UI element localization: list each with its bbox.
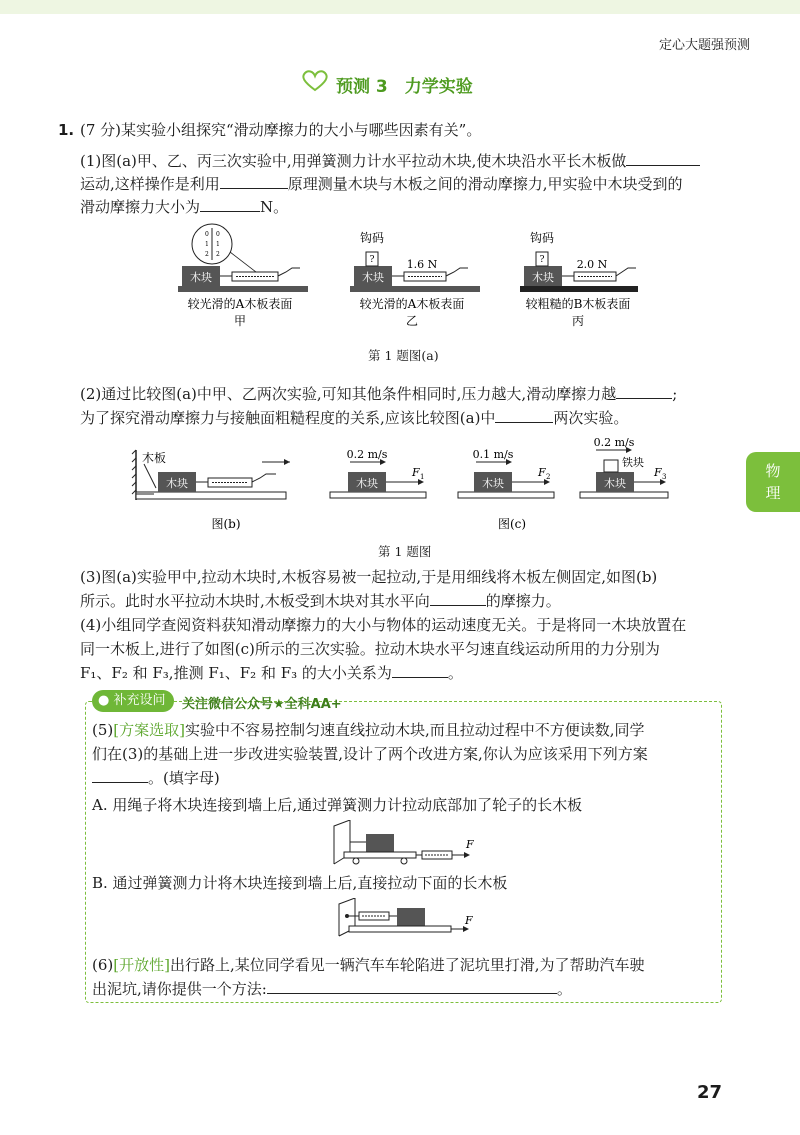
blank-friction-value[interactable] bbox=[200, 196, 260, 212]
svg-text:?: ? bbox=[369, 255, 375, 265]
svg-text:丙: 丙 bbox=[571, 314, 585, 328]
svg-text:F: F bbox=[654, 466, 662, 479]
page-number: 27 bbox=[696, 1082, 722, 1103]
svg-text:0.2 m/s: 0.2 m/s bbox=[346, 448, 388, 461]
blank-principle[interactable] bbox=[220, 173, 288, 189]
svg-text:F: F bbox=[538, 466, 546, 479]
svg-text:木块: 木块 bbox=[190, 271, 212, 284]
setup-b bbox=[132, 450, 290, 500]
p4-line3: F₁、F₂ 和 F₃,推测 F₁、F₂ 和 F₃ 的大小关系为 。 bbox=[80, 664, 463, 682]
setup-jia bbox=[178, 224, 308, 292]
top-band bbox=[0, 0, 800, 14]
setup-c2 bbox=[458, 448, 554, 498]
p3-line2: 所示。此时水平拉动木块时,木板受到木块对其水平向 的摩擦力。 bbox=[80, 592, 561, 610]
svg-text:2: 2 bbox=[546, 473, 551, 481]
heart-icon bbox=[300, 69, 330, 93]
option-b: B. 通过弹簧测力计将木块连接到墙上后,直接拉动下面的长木板 bbox=[92, 874, 508, 892]
p2-line1: (2)通过比较图(a)中甲、乙两次实验,可知其他条件相同时,压力越大,滑动摩擦力越 ; bbox=[80, 385, 678, 403]
p5-line1: (5)[方案选取]实验中不容易控制匀速直线拉动木块,而且拉动过程中不方便读数,同学 bbox=[92, 721, 645, 739]
svg-text:乙: 乙 bbox=[405, 314, 419, 328]
blank-compare[interactable] bbox=[495, 407, 553, 423]
section-title: 预测 3 力学实验 bbox=[336, 77, 473, 97]
p1-line2: 运动,这样操作是利用 原理测量木块与木板之间的滑动摩擦力,甲实验中木块受到的 bbox=[80, 175, 683, 193]
svg-text:铁块: 铁块 bbox=[622, 456, 644, 469]
svg-text:F: F bbox=[465, 914, 473, 927]
svg-text:较粗糙的B木板表面: 较粗糙的B木板表面 bbox=[525, 297, 631, 311]
svg-text:木板: 木板 bbox=[142, 451, 167, 465]
p1-line3: 滑动摩擦力大小为 N。 bbox=[80, 198, 289, 216]
svg-text:0.2 m/s: 0.2 m/s bbox=[593, 436, 635, 449]
svg-text:木块: 木块 bbox=[482, 477, 504, 490]
question-number: 1. bbox=[58, 121, 75, 139]
svg-text:2: 2 bbox=[205, 251, 209, 258]
watermark: 关注微信公众号★全科AA+ bbox=[182, 697, 342, 712]
svg-text:较光滑的A木板表面: 较光滑的A木板表面 bbox=[359, 297, 465, 311]
figure-bc-caption: 第 1 题图 bbox=[378, 544, 432, 559]
figure-a bbox=[160, 222, 640, 332]
svg-text:1: 1 bbox=[205, 241, 209, 248]
svg-text:钩码: 钩码 bbox=[529, 231, 555, 245]
svg-text:较光滑的A木板表面: 较光滑的A木板表面 bbox=[187, 297, 293, 311]
p6-line2: 出泥坑,请你提供一个方法: 。 bbox=[92, 980, 572, 998]
svg-text:3: 3 bbox=[662, 473, 667, 481]
blank-larger[interactable] bbox=[616, 383, 672, 399]
svg-text:木块: 木块 bbox=[532, 271, 554, 284]
p2-line2: 为了探究滑动摩擦力与接触面粗糙程度的关系,应该比较图(a)中 两次实验。 bbox=[80, 409, 629, 427]
subject-tab[interactable]: 物 理 bbox=[746, 452, 800, 512]
figure-bc bbox=[130, 432, 670, 542]
p3-line1: (3)图(a)实验甲中,拉动木块时,木板容易被一起拉动,于是用细线将木板左侧固定,如图(b) bbox=[80, 568, 658, 586]
svg-text:0: 0 bbox=[216, 231, 220, 238]
svg-text:?: ? bbox=[539, 255, 545, 265]
option-a: A. 用绳子将木块连接到墙上后,通过弹簧测力计拉动底部加了轮子的长木板 bbox=[92, 796, 583, 814]
svg-text:F: F bbox=[412, 466, 420, 479]
svg-text:2: 2 bbox=[216, 251, 220, 258]
svg-text:1: 1 bbox=[420, 473, 425, 481]
svg-text:木块: 木块 bbox=[356, 477, 378, 490]
blank-choice[interactable] bbox=[92, 767, 148, 783]
setup-c1 bbox=[330, 448, 426, 498]
p4-line1: (4)小组同学查阅资料获知滑动摩擦力的大小与物体的运动速度无关。于是将同一木块放置在 bbox=[80, 616, 687, 634]
svg-text:0: 0 bbox=[205, 231, 209, 238]
figure-option-b bbox=[335, 898, 485, 940]
svg-text:0.1 m/s: 0.1 m/s bbox=[472, 448, 514, 461]
p6-line1: (6)[开放性]出行路上,某位同学看见一辆汽车车轮陷进了泥坑里打滑,为了帮助汽车驶 bbox=[92, 956, 645, 974]
supplement-tag: ● 补充设问 bbox=[92, 690, 174, 712]
setup-bing bbox=[520, 231, 638, 292]
svg-text:F: F bbox=[466, 838, 474, 851]
svg-text:木块: 木块 bbox=[604, 477, 626, 490]
series-title: 定心大题强预测 bbox=[658, 38, 750, 53]
figure-a-caption: 第 1 题图(a) bbox=[368, 348, 439, 363]
setup-yi bbox=[350, 231, 480, 292]
svg-text:图(b): 图(b) bbox=[211, 517, 241, 531]
svg-text:1.6 N: 1.6 N bbox=[406, 258, 438, 271]
svg-text:1: 1 bbox=[216, 241, 220, 248]
setup-c3 bbox=[580, 436, 668, 498]
blank-method[interactable] bbox=[267, 978, 557, 994]
question-stem: (7 分)某实验小组探究“滑动摩擦力的大小与哪些因素有关”。 bbox=[80, 121, 482, 139]
svg-text:木块: 木块 bbox=[166, 477, 188, 490]
p5-line3: 。(填字母) bbox=[92, 766, 220, 790]
blank-relation[interactable] bbox=[392, 662, 448, 678]
svg-text:钩码: 钩码 bbox=[359, 231, 385, 245]
svg-text:图(c): 图(c) bbox=[497, 517, 527, 531]
p4-line2: 同一木板上,进行了如图(c)所示的三次实验。拉动木块水平匀速直线运动所用的力分别为 bbox=[80, 640, 660, 658]
blank-direction[interactable] bbox=[430, 590, 486, 606]
figure-option-a bbox=[330, 820, 480, 868]
svg-text:甲: 甲 bbox=[233, 314, 247, 328]
svg-text:木块: 木块 bbox=[362, 271, 384, 284]
p5-line2: 们在(3)的基础上进一步改进实验装置,设计了两个改进方案,你认为应该采用下列方案 bbox=[92, 745, 648, 763]
p1-line1: (1)图(a)甲、乙、丙三次实验中,用弹簧测力计水平拉动木块,使木块沿水平长木板做 bbox=[80, 149, 700, 173]
bulb-icon: ● bbox=[98, 693, 114, 708]
svg-text:2.0 N: 2.0 N bbox=[576, 258, 608, 271]
